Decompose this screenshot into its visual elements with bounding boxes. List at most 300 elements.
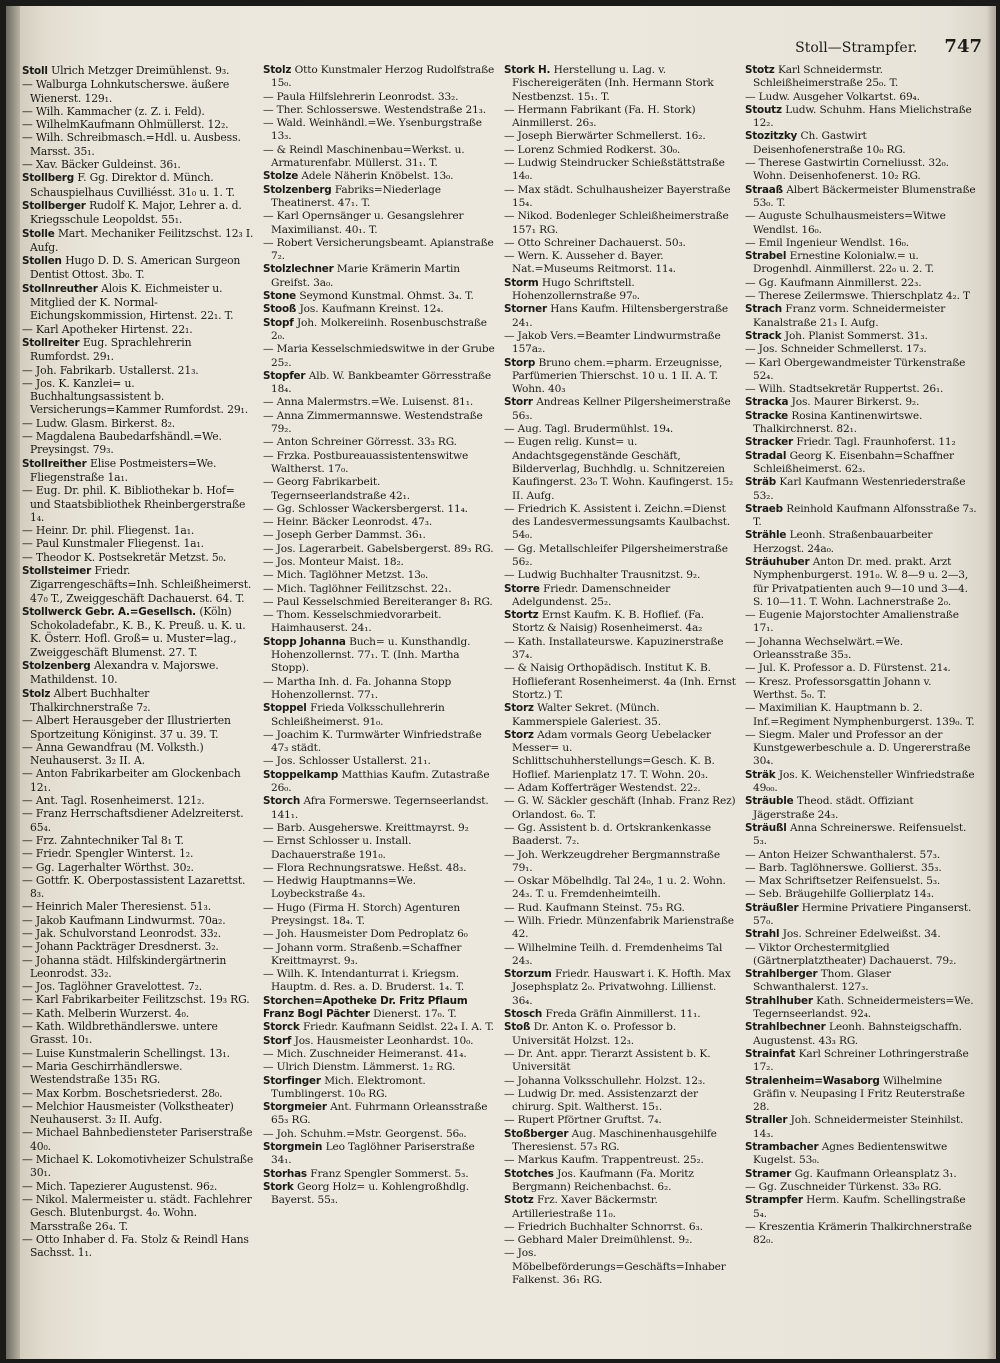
entry-details: Bruno chem.=pharm. Erzeugnisse, Parfümerien Thierschst. 10 u. 1 II. A. T. Wohn. 40₃ — [512, 356, 723, 396]
entry-surname: Stolze — [263, 170, 299, 183]
entry-surname: Stoppelkamp — [263, 768, 339, 781]
entry-details: — Johanna städt. Hilfskindergärtnerin Leonrodst. 33₂. — [22, 953, 227, 980]
entry-details: — Nikod. Bodenleger Schleißheimerstraße 157₁ RG. — [504, 210, 729, 236]
entry-details: — Otto Inhaber d. Fa. Stolz & Reindl Hans Sachsst. 1₁. — [22, 1232, 249, 1260]
directory-entry — [263, 529, 495, 542]
directory-entry — [263, 676, 495, 703]
entry-details: — Joseph Bierwärter Schmellerst. 16₂. — [504, 130, 706, 143]
entry-surname: Stracke — [745, 409, 789, 422]
directory-entry — [22, 605, 254, 659]
entry-details: — Heinr. Dr. phil. Fliegenst. 1a₁. — [22, 524, 195, 538]
directory-entry — [745, 609, 977, 636]
directory-entry — [745, 556, 977, 609]
entry-details: — Lorenz Schmied Rodkerst. 30₀. — [504, 143, 681, 156]
directory-entry — [504, 702, 736, 729]
entry-details: Karl Kaufmann Westenriederstraße 53₂. — [753, 476, 966, 502]
entry-details: — Rupert Pförtner Gruftst. 7₄. — [504, 1114, 662, 1127]
entry-surname: Stollberger — [22, 199, 86, 212]
entry-surname: Stoßberger — [504, 1127, 569, 1140]
directory-entry — [263, 170, 495, 183]
entry-details: Alois K. Eichmeister u. Mitglied der K. Normal-Eichungskommission, Hirtenst. 22₁. T. — [30, 281, 234, 323]
entry-details: — Kath. Melberin Wurzerst. 4₀. — [22, 1006, 189, 1020]
entry-details: — Ernst Schlosser u. Install. Dachauerstraße 191₀. — [263, 835, 412, 861]
entry-surname: Stork H. — [504, 64, 551, 76]
entry-details: — Mich. Taglöhner Metzst. 13₀. — [263, 569, 429, 582]
directory-entry — [504, 250, 736, 277]
entry-details: — Eugenie Majorstochter Amalienstraße 17₁. — [745, 609, 959, 635]
entry-surname: Sträußler — [745, 901, 799, 914]
entry-details: — Heinrich Maler Theresienst. 51₃. — [22, 900, 211, 914]
directory-columns — [22, 64, 986, 1349]
directory-entry — [504, 915, 736, 942]
directory-entry — [263, 636, 495, 676]
directory-entry — [504, 1048, 736, 1075]
directory-entry — [263, 942, 495, 969]
entry-details: Ulrich Metzger Dreimühlenst. 9₃. — [51, 64, 230, 77]
directory-entry — [745, 104, 977, 131]
entry-details: Friedr. Zigarrengeschäfts=Inh. Schleißheimerst. 47₀ T., Zweiggeschäft Dachauerst. 64. T. — [30, 563, 252, 605]
directory-entry — [263, 583, 495, 596]
entry-details: Hugo Schriftstell. Hohenzollernstraße 97₀. — [512, 276, 640, 303]
directory-entry — [22, 714, 254, 741]
directory-entry — [22, 861, 254, 874]
entry-surname: Stoß — [504, 1021, 531, 1034]
directory-entry — [22, 900, 254, 913]
directory-entry — [745, 436, 977, 449]
entry-surname: Strahl — [745, 928, 780, 941]
entry-details: — Barb. Taglöhnerswe. Gollierst. 35₃. — [745, 861, 942, 874]
entry-details: Joh. Schneidermeister Steinhilst. 14₃. — [753, 1114, 964, 1140]
entry-details: Jos. Schreiner Edelweißst. 34. — [782, 928, 941, 941]
entry-details: — Albert Herausgeber der Illustrierten Sportzeitung Königinst. 37 u. 39. T. — [22, 714, 231, 741]
directory-entry — [504, 822, 736, 849]
entry-details: Afra Formerswe. Tegernseerlandst. 141₁. — [271, 795, 489, 821]
entry-details: — Ther. Schlosserswe. Westendstraße 21₃. — [263, 103, 486, 116]
directory-entry — [22, 940, 254, 953]
entry-details: — Ulrich Dienstm. Lämmerst. 1₂ RG. — [263, 1061, 456, 1074]
directory-entry — [263, 1128, 495, 1141]
column-3 — [504, 64, 736, 1349]
entry-surname: Storner — [504, 303, 547, 316]
entry-details: — Ludwig Dr. med. Assistenzarzt der chirurg. Spit. Waltherst. 15₁. — [504, 1087, 698, 1114]
directory-entry — [263, 450, 495, 477]
directory-entry — [263, 835, 495, 862]
directory-entry — [263, 1061, 495, 1074]
entry-details: Fabriks=Niederlage Theatinerst. 47₁. T. — [271, 183, 441, 209]
directory-entry — [263, 968, 495, 995]
entry-details: — Auguste Schulhausmeisters=Witwe Wendlst. 16₀. — [745, 210, 946, 236]
entry-surname: Stollwerck Gebr. A.=Gesellsch. — [22, 605, 196, 618]
entry-details: — Paul Kesselschmied Bereiteranger 8₁ RG. — [263, 595, 493, 608]
entry-details: Friedr. Kaufmann Seidlst. 22₄ I. A. T. — [302, 1021, 494, 1034]
entry-details: — Joseph Gerber Dammst. 36₁. — [263, 529, 426, 542]
entry-details: — Nikol. Malermeister u. städt. Fachlehrer Gesch. Blutenburgst. 4₀. Wohn. Marsstraße 26₄. T. — [22, 1192, 252, 1233]
directory-entry — [745, 91, 977, 104]
entry-surname: Stramer — [745, 1167, 792, 1180]
directory-entry — [22, 914, 254, 927]
entry-surname: Strack — [745, 329, 782, 342]
entry-details: — Johanna Volksschullehr. Holzst. 12₃. — [504, 1074, 706, 1087]
directory-entry — [263, 396, 495, 409]
directory-entry — [504, 144, 736, 157]
entry-details: — & Naisig Orthopädisch. Institut K. B. Hoflieferant Rosenheimerst. 4a (Inh. Ernst Stortz.) T. — [504, 662, 736, 701]
directory-entry — [745, 942, 977, 969]
directory-entry — [263, 1141, 495, 1168]
directory-entry — [263, 436, 495, 449]
entry-details: — Frz. Zahntechniker Tal 8₁ T. — [22, 833, 184, 847]
entry-details: — Barb. Ausgeherswe. Kreittmayrst. 9₂ — [263, 821, 469, 834]
directory-entry — [745, 862, 977, 875]
directory-entry — [745, 1221, 977, 1248]
entry-details: — Heinr. Bäcker Leonrodst. 47₃. — [263, 516, 433, 529]
entry-details: Ant. Fuhrmann Orleansstraße 65₃ RG. — [271, 1101, 488, 1127]
entry-surname: Stollreither — [22, 457, 87, 470]
directory-entry — [504, 423, 736, 436]
directory-entry — [263, 104, 495, 117]
entry-details: — Otto Schreiner Dachauerst. 50₃. — [504, 236, 686, 249]
entry-details: Rosina Kantinenwirtswe. Thalkirchnerst. 82₁. — [753, 409, 923, 436]
directory-entry — [22, 1126, 254, 1153]
entry-surname: Storz — [504, 728, 534, 741]
entry-details: — Kreszentia Krämerin Thalkirchnerstraße 82₀. — [745, 1220, 972, 1247]
directory-entry — [504, 1194, 736, 1221]
column-1 — [22, 64, 254, 1349]
entry-details: Adele Näherin Knöbelst. 13₀. — [301, 170, 454, 183]
directory-entry — [263, 543, 495, 556]
entry-details: Frieda Volksschullehrerin Schleißheimerst. 91₀. — [271, 702, 445, 728]
directory-entry — [263, 263, 495, 290]
directory-entry — [263, 1048, 495, 1061]
entry-details: — Anton Schreiner Görresst. 33₃ RG. — [263, 436, 457, 449]
entry-details: Jos. K. Weichensteller Winfriedstraße 49₀₀. — [753, 768, 975, 795]
entry-details: — Anna Zimmermannswe. Westendstraße 79₂. — [263, 409, 483, 436]
entry-details: — Siegm. Maler und Professor an der Kunstgewerbeschule a. D. Ungererstraße 30₄. — [745, 728, 971, 768]
directory-entry — [263, 729, 495, 756]
entry-details: — Markus Kaufm. Trappentreust. 25₂. — [504, 1154, 704, 1167]
directory-entry — [745, 529, 977, 556]
entry-details: — Maria Kesselschmiedswitwe in der Grube 25₂. — [263, 343, 495, 369]
entry-details: — Martha Inh. d. Fa. Johanna Stopp Hohenzollernst. 77₁. — [263, 675, 452, 701]
directory-entry — [745, 303, 977, 330]
entry-surname: Storchen=Apotheke Dr. Fritz Pflaum — [263, 994, 468, 1007]
entry-details: — Gebhard Maler Dreimühlenst. 9₂. — [504, 1234, 693, 1247]
directory-entry — [22, 430, 254, 457]
entry-details: — Gg. Metallschleifer Pilgersheimerstraße 56₂. — [504, 542, 728, 568]
directory-page — [6, 6, 996, 1359]
entry-details: Matthias Kaufm. Zutastraße 26₀. — [271, 768, 490, 795]
entry-details: — Hugo (Firma H. Storch) Agenturen Preysingst. 18₄. T. — [263, 901, 461, 927]
directory-entry — [745, 210, 977, 237]
directory-entry — [263, 995, 495, 1008]
entry-surname: Stotz — [745, 64, 775, 76]
directory-entry — [504, 130, 736, 143]
directory-entry — [22, 874, 254, 901]
directory-entry — [745, 476, 977, 503]
entry-surname: Stradal — [745, 449, 787, 462]
directory-entry — [504, 1128, 736, 1155]
directory-entry — [263, 795, 495, 822]
directory-entry — [22, 227, 254, 255]
directory-entry — [504, 782, 736, 795]
directory-entry — [504, 1008, 736, 1021]
directory-entry — [745, 1075, 977, 1115]
entry-details: Andreas Kellner Pilgersheimerstraße 56₃. — [512, 396, 731, 422]
entry-details: — Adam Kofferträger Westendst. 22₂. — [504, 782, 701, 795]
entry-details: Jos. Hausmeister Leonhardst. 10₀. — [294, 1034, 474, 1047]
directory-entry — [504, 1247, 736, 1287]
entry-details: — Michael Bahnbediensteter Pariserstraße 40₀. — [22, 1126, 253, 1153]
directory-entry — [504, 277, 736, 304]
book-gutter — [6, 6, 20, 1359]
entry-details: Albert Bäckermeister Blumenstraße 53₀. T. — [753, 183, 976, 209]
entry-details: — Kresz. Professorsgattin Johann v. Werthst. 5₀. T. — [745, 675, 932, 701]
entry-details: (Köln) Schokoladefabr., K. B., K. Preuß. u. K. u. K. Österr. Hofl. Groß= u. Muster=lag., Zweiggeschäft Blumenst. 27. T. — [30, 604, 246, 659]
entry-details: — Mich. Zuschneider Heimeranst. 41₄. — [263, 1047, 467, 1060]
directory-entry — [504, 543, 736, 570]
entry-surname: Sträuhuber — [745, 555, 810, 568]
entry-surname: Stoppel — [263, 702, 307, 715]
entry-surname: Storp — [504, 356, 536, 369]
directory-entry — [504, 1088, 736, 1115]
directory-entry — [504, 237, 736, 250]
entry-details: — Hermann Fabrikant (Fa. H. Stork) Ainmillerst. 26₃. — [504, 103, 696, 130]
entry-details: Mart. Mechaniker Feilitzschst. 12₃ I. Aufg. — [30, 226, 254, 254]
entry-details: — Rud. Kaufmann Steinst. 75₃ RG. — [504, 901, 685, 914]
entry-details: — Anton Heizer Schwanthalerst. 57₃. — [745, 848, 941, 861]
directory-entry — [22, 364, 254, 377]
entry-details: Ludw. Schuhm. Hans Mielichstraße 12₂. — [753, 103, 972, 130]
directory-entry — [263, 516, 495, 529]
directory-entry — [22, 1153, 254, 1180]
directory-entry — [504, 795, 736, 822]
entry-details: — Jos. K. Kanzlei= u. Buchhaltungsassistent b. Versicherungs=Kammer Rumfordst. 29₁. — [22, 376, 249, 417]
entry-surname: Stoutz — [745, 103, 782, 116]
directory-entry — [504, 1234, 736, 1247]
directory-entry — [22, 171, 254, 199]
entry-details: — Luise Kunstmalerin Schellingst. 13₁. — [22, 1046, 230, 1060]
entry-surname: Storch — [263, 795, 301, 808]
entry-details: Agnes Bedientenswitwe Kugelst. 53₀. — [753, 1141, 948, 1167]
directory-entry — [745, 383, 977, 396]
entry-details: Mich. Elektromont. Tumblingerst. 10₀ RG. — [271, 1074, 426, 1100]
directory-entry — [263, 317, 495, 344]
directory-entry — [22, 741, 254, 768]
entry-surname: Stoll — [22, 65, 48, 77]
entry-details: Herstellung u. Lag. v. Fischereigeräten (Inh. Hermann Stork Nestbenzst. 15₁. T. — [512, 64, 714, 103]
directory-entry — [263, 862, 495, 875]
entry-details: — Jos. Taglöhner Gravelottest. 7₂. — [22, 980, 203, 994]
entry-details: Franz Spengler Sommerst. 5₃. — [310, 1167, 469, 1180]
directory-entry — [504, 636, 736, 663]
entry-details: — Joachim K. Turmwärter Winfriedstraße 47₃ städt. — [263, 728, 482, 755]
entry-details: — Aug. Tagl. Brudermühlst. 19₄. — [504, 423, 674, 436]
directory-entry — [22, 64, 254, 78]
directory-entry — [22, 1020, 254, 1047]
directory-entry — [263, 755, 495, 768]
directory-entry — [745, 822, 977, 849]
entry-details: Anton Dr. med. prakt. Arzt Nymphenburgerst. 191₀. W. 8—9 u. 2—3, für Privatpatienten auch 9—10 und 3—4. S. 10—11. T. Wohn. Lachnerstraße 2₀. — [753, 555, 969, 608]
entry-details: Anna Schreinerswe. Reifensuelst. 5₃. — [753, 821, 967, 848]
entry-details: Albert Buchhalter Thalkirchnerstraße 7₂. — [30, 686, 151, 714]
entry-details: — Ant. Tagl. Rosenheimerst. 121₂. — [22, 794, 205, 808]
entry-details: Hugo D. D. S. American Surgeon Dentist Ottost. 3b₀. T. — [30, 254, 241, 282]
entry-details: Otto Kunstmaler Herzog Rudolfstraße 15₀. — [271, 64, 495, 90]
entry-details: — Theodor K. Postsekretär Metzst. 5₀. — [22, 550, 227, 564]
directory-entry — [745, 157, 977, 184]
directory-entry — [263, 1181, 495, 1208]
entry-details: — Flora Rechnungsratswe. Heßst. 48₃. — [263, 861, 467, 874]
entry-details: — Melchior Hausmeister (Volkstheater) Neuhauserst. 3₂ II. Aufg. — [22, 1099, 234, 1127]
directory-entry — [504, 875, 736, 902]
entry-details: — Xav. Bäcker Guldeinst. 36₁. — [22, 158, 181, 172]
entry-surname: Stotz — [504, 1194, 534, 1207]
entry-details: — Seb. Bräugehilfe Gollierplatz 14₃. — [745, 888, 934, 901]
directory-entry — [263, 569, 495, 582]
entry-details: — Hedwig Hauptmanns=We. Loybeckstraße 4₃. — [263, 875, 416, 901]
entry-surname: Stone — [263, 290, 297, 303]
entry-details: Freda Gräfin Ainmillerst. 11₁. — [545, 1008, 701, 1021]
directory-entry — [22, 131, 254, 158]
entry-details: — Joh. Hausmeister Dom Pedroplatz 6₀ — [263, 928, 468, 941]
entry-details: Buch= u. Kunsthandlg. Hohenzollernst. 77₁. T. (Inh. Martha Stopp). — [271, 635, 471, 675]
entry-surname: Straeb — [745, 502, 783, 515]
directory-entry — [22, 807, 254, 834]
entry-details: — & Reindl Maschinenbau=Werkst. u. Armaturenfabr. Müllerst. 31₁. T. — [263, 143, 465, 170]
directory-entry — [504, 968, 736, 1008]
entry-details: — G. W. Säckler geschäft (Inhab. Franz Rez) Orlandost. 6₀. T. — [504, 795, 736, 821]
directory-entry — [263, 117, 495, 144]
entry-surname: Stopp Johanna — [263, 635, 346, 648]
directory-entry — [22, 564, 254, 605]
directory-entry — [22, 847, 254, 860]
entry-details: — Friedrich Buchhalter Schnorrst. 6₃. — [504, 1220, 703, 1233]
directory-entry — [745, 795, 977, 822]
directory-entry — [745, 676, 977, 703]
directory-entry — [263, 290, 495, 303]
page-number: 747 — [944, 36, 982, 57]
entry-surname: Storgmein — [263, 1141, 323, 1154]
directory-entry — [22, 524, 254, 537]
directory-entry — [263, 1021, 495, 1034]
directory-entry — [504, 210, 736, 237]
directory-entry — [745, 1181, 977, 1194]
entry-details: — Magdalena Baubedarfshändl.=We. Preysingst. 79₃. — [22, 430, 222, 457]
entry-details: — Oskar Möbelhdlg. Tal 24₀, 1 u. 2. Wohn. 24₃. T. u. Fremdenheimteilh. — [504, 875, 726, 901]
directory-entry — [263, 210, 495, 237]
entry-surname: Strach — [745, 303, 782, 316]
directory-entry — [504, 569, 736, 582]
entry-surname: Strabel — [745, 250, 787, 263]
directory-entry — [263, 928, 495, 941]
entry-details: — Friedr. Spengler Winterst. 1₂. — [22, 847, 194, 861]
entry-surname: Sträk — [745, 768, 776, 781]
directory-entry — [745, 902, 977, 929]
directory-entry — [22, 1233, 254, 1260]
directory-entry — [263, 875, 495, 902]
entry-details: — Mich. Taglöhner Feilitzschst. 22₁. — [263, 582, 452, 595]
directory-entry — [263, 64, 495, 91]
entry-details: — Emil Ingenieur Wendlst. 16₀. — [745, 236, 909, 249]
entry-details: Friedr. Damenschneider Adelgundenst. 25₂. — [512, 582, 670, 608]
directory-entry — [22, 78, 254, 105]
entry-details: — Karl Fabrikarbeiter Feilitzschst. 19₃ RG. — [22, 993, 250, 1007]
directory-entry — [745, 1048, 977, 1075]
entry-surname: Stollnreuther — [22, 282, 98, 295]
entry-surname: Storhas — [263, 1167, 307, 1180]
entry-surname: Strampfer — [745, 1194, 803, 1207]
entry-details: Ernestine Kolonialw.= u. Drogenhdl. Ainmillerst. 22₀ u. 2. T. — [753, 250, 934, 276]
entry-details: — Frzka. Postbureauassistentenswitwe Waltherst. 17₀. — [263, 449, 469, 475]
directory-entry — [263, 609, 495, 636]
directory-entry — [745, 237, 977, 250]
directory-entry — [745, 410, 977, 437]
directory-entry — [504, 330, 736, 357]
entry-surname: Strahlberger — [745, 968, 818, 981]
entry-details: — Georg Fabrikarbeit. Tegernseerlandstraße 42₁. — [263, 476, 410, 502]
entry-details: — Eugen relig. Kunst= u. Andachtsgegenstände Geschäft, Bilderverlag, Buchhdlg. u. Schnitzereien Kaufingerst. 23₀ T. Wohn. Kaufingerst. 15₂ II. Aufg. — [504, 436, 734, 502]
directory-entry — [263, 1008, 495, 1021]
entry-surname: Stozitzky — [745, 130, 798, 143]
directory-entry — [504, 1221, 736, 1234]
entry-details: — Wald. Weinhändl.=We. Ysenburgstraße 13₃. — [263, 117, 482, 143]
directory-entry — [745, 1194, 977, 1221]
entry-surname: Stracka — [745, 396, 789, 409]
directory-entry — [504, 1154, 736, 1167]
directory-entry — [745, 503, 977, 530]
entry-details: Marie Krämerin Martin Greifst. 3a₀. — [271, 263, 460, 289]
entry-details: Leo Taglöhner Pariserstraße 34₁. — [271, 1141, 475, 1167]
entry-surname: Storf — [263, 1034, 292, 1047]
directory-entry — [263, 769, 495, 796]
directory-entry — [263, 1035, 495, 1048]
entry-details: — Johanna Wechselwärt.=We. Orleansstraße 35₃. — [745, 635, 903, 662]
directory-entry — [504, 729, 736, 782]
directory-entry — [22, 417, 254, 430]
entry-details: Friedr. Hauswart i. K. Hofth. Max Josephsplatz 2₀. Privatwohng. Lillienst. 36₄. — [512, 968, 731, 1007]
directory-entry — [745, 888, 977, 901]
entry-details: — Jakob Vers.=Beamter Lindwurmstraße 157a₂. — [504, 329, 721, 356]
directory-entry — [745, 130, 977, 157]
entry-details: — Gottfr. K. Oberpostassistent Lazarettst. 8₃. — [22, 873, 246, 901]
directory-entry — [504, 157, 736, 184]
entry-details: — Wern. K. Ausseher d. Bayer. Nat.=Museums Reitmorst. 11₄. — [504, 250, 676, 276]
directory-entry — [22, 794, 254, 807]
entry-details: Dienerst. 17₀. T. — [373, 1008, 457, 1021]
entry-details: Elise Postmeisters=We. Fliegenstraße 1a₁. — [30, 456, 217, 484]
entry-details: Ch. Gastwirt Deisenhofenerstraße 10₀ RG. — [753, 130, 906, 156]
entry-details: Franz vorm. Schneidermeister Kanalstraße 21₃ I. Aufg. — [753, 303, 946, 329]
entry-details: Hermine Privatiere Pinganserst. 57₀. — [753, 901, 972, 927]
entry-details: F. Gg. Direktor d. Münch. Schauspielhaus Cuvilliésst. 31₀ u. 1. T. — [30, 171, 235, 199]
column-4 — [745, 64, 977, 1349]
directory-entry — [504, 503, 736, 543]
entry-surname: Stolzlechner — [263, 263, 334, 276]
directory-entry — [263, 370, 495, 397]
entry-details: Georg Holz= u. Kohlengroßhdlg. Bayerst. 55₃. — [271, 1180, 469, 1207]
entry-details: Walter Sekret. (Münch. Kammerspiele Galeriest. 35. — [512, 702, 661, 728]
entry-details: Rudolf K. Major, Lehrer a. d. Kriegsschule Leopoldst. 55₁. — [30, 198, 242, 227]
directory-entry — [22, 551, 254, 564]
entry-surname: Stolzenberg — [263, 183, 332, 196]
directory-entry — [745, 1168, 977, 1181]
directory-entry — [22, 118, 254, 131]
directory-entry — [22, 687, 254, 715]
directory-entry — [263, 1168, 495, 1181]
entry-details: — Ludwig Steindrucker Schießstättstraße 14₀. — [504, 157, 725, 183]
directory-entry — [504, 1168, 736, 1195]
entry-details: — Robert Versicherungsbeamt. Apianstraße 7₂. — [263, 236, 494, 263]
directory-entry — [263, 1075, 495, 1102]
